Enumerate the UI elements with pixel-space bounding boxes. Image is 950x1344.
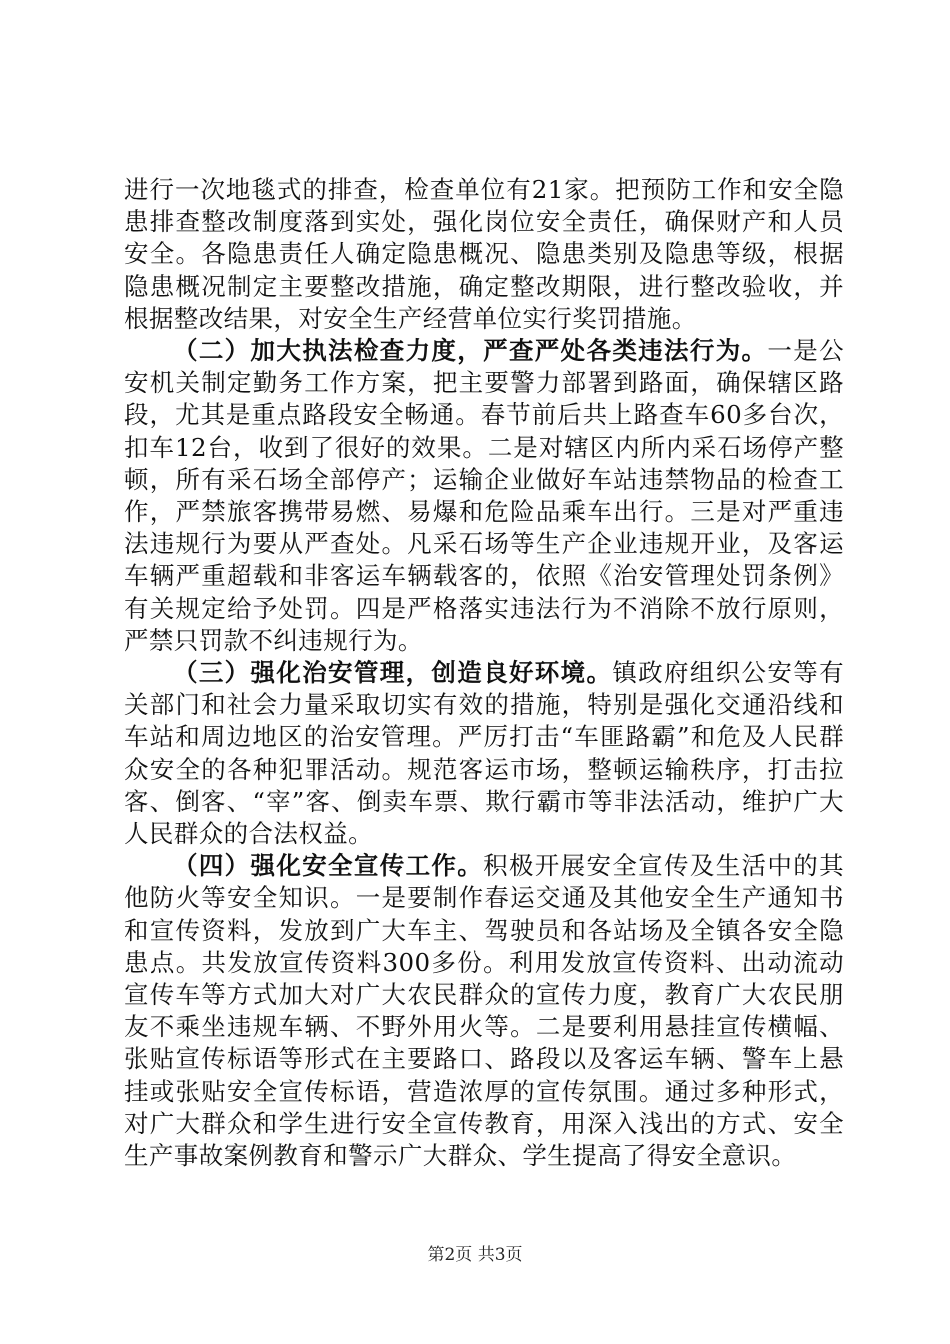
paragraph-1 <box>124 174 844 335</box>
page-footer <box>0 1245 950 1265</box>
paragraph-2-text: 一是公安机关制定勤务工作方案，把主要警力部署到路面，确保辖区路段，尤其是重点路段安全畅通。春节前后共上路查车60多台次，扣车12台，收到了很好的效果。二是对辖区内所内采石场停产整顿，所有采石场全部停产；运输企业做好车站违禁物品的检查工作，严禁旅客携带易燃、易爆和危险品乘车出行。三是对严重违法违规行为要从严查处。凡采石场等生产企业违规开业，及客运车辆严重超载和非客运车辆载客的，依照《治安管理处罚条例》有关规定给予处罚。四是严格落实违法行为不消除不放行原则，严禁只罚款不纠违规行为。 <box>124 336 844 655</box>
paragraph-2 <box>124 335 844 657</box>
paragraph-1-text: 进行一次地毯式的排查，检查单位有21家。把预防工作和安全隐患排查整改制度落到实处，强化岗位安全责任，确保财产和人员安全。各隐患责任人确定隐患概况、隐患类别及隐患等级，根据隐患概况制定主要整改措施，确定整改期限，进行整改验收，并根据整改结果，对安全生产经营单位实行奖罚措施。 <box>124 175 844 333</box>
paragraph-4-text: 积极开展安全宣传及生活中的其他防火等安全知识。一是要制作春运交通及其他安全生产通知书和宣传资料，发放到广大车主、驾驶员和各站场及全镇各安全隐患点。共发放宣传资料300多份。利用发放宣传资料、出动流动宣传车等方式加大对广大农民群众的宣传力度，教育广大农民朋友不乘坐违规车辆、不野外用火等。二是要利用悬挂宣传横幅、张贴宣传标语等形式在主要路口、路段以及客运车辆、警车上悬挂或张贴安全宣传标语，营造浓厚的宣传氛围。通过多种形式，对广大群众和学生进行安全宣传教育，用深入浅出的方式、安全生产事故案例教育和警示广大群众、学生提高了得安全意识。 <box>124 851 844 1171</box>
page-number-label: 第2页 共3页 <box>427 1245 523 1265</box>
document-body <box>124 174 844 1172</box>
paragraph-3-heading: （三）强化治安管理，创造良好环境。 <box>173 658 613 688</box>
paragraph-4-heading: （四）强化安全宣传工作。 <box>173 851 484 881</box>
paragraph-3-text: 镇政府组织公安等有关部门和社会力量采取切实有效的措施，特别是强化交通沿线和车站和周边地区的治安管理。严厉打击“车匪路霸”和危及人民群众安全的各种犯罪活动。规范客运市场，整顿运输秩序，打击拉客、倒客、“宰”客、倒卖车票、欺行霸市等非法活动，维护广大人民群众的合法权益。 <box>124 658 844 849</box>
paragraph-3 <box>124 657 844 850</box>
paragraph-2-heading: （二）加大执法检查力度，严查严处各类违法行为。 <box>173 336 768 366</box>
paragraph-4 <box>124 850 844 1172</box>
